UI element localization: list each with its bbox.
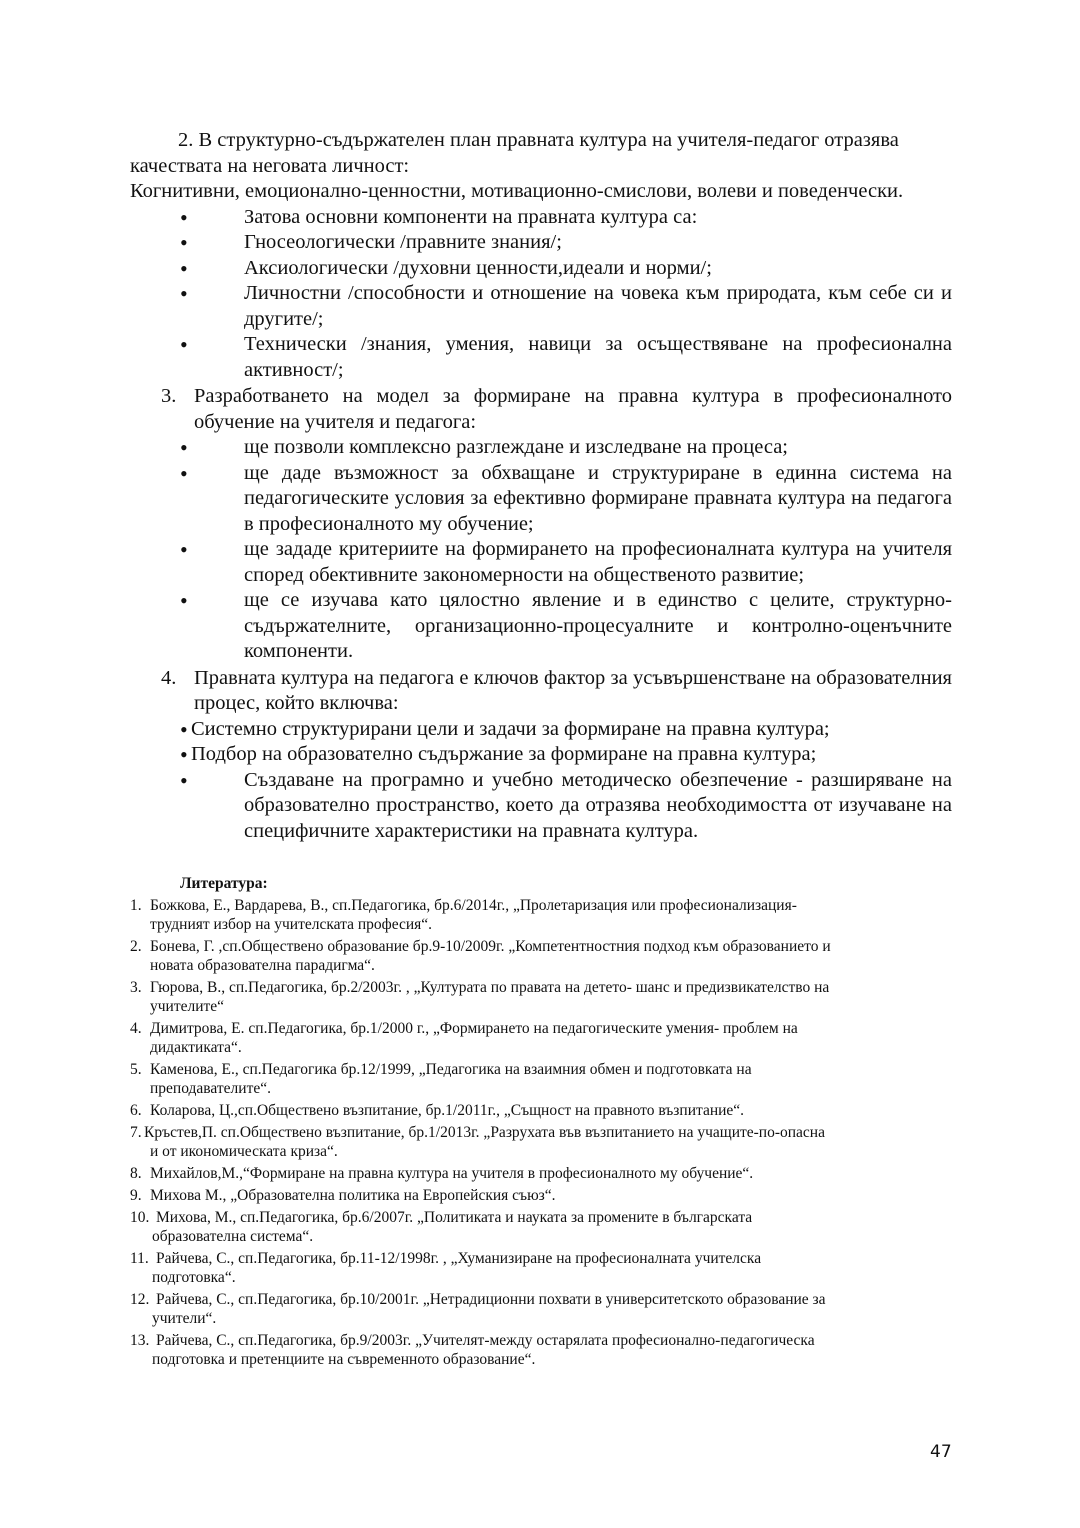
reference-text-line1: Димитрова, Е. сп.Педагогика, бр.1/2000 г., „Формирането на педагогическите умения- проблем на [150, 1020, 798, 1037]
section-3-bullet-list [130, 435, 952, 665]
reference-text-line2: подготовка“. [152, 1269, 236, 1286]
list-item: • Системно структурирани цели и задачи за формиране на правна култура; [130, 717, 952, 743]
reference-number: 10. [130, 1209, 150, 1226]
list-item: • Технически /знания, умения, навици за осъществяване на професионална активност/; [130, 332, 952, 383]
section-4-bullet-list [130, 768, 952, 845]
section-3-text: Разработването на модел за формиране на правна култура в професионалното обучение на учителя и педагога: [194, 385, 952, 433]
section-2-components-line: Когнитивни, емоционално-ценностни, мотивационно-смислови, волеви и поведенчески. [130, 180, 904, 202]
section-2-intro-line1: 2. В структурно-съдържателен план правната култура на учителя-педагог отразява [178, 129, 899, 151]
reference-item [130, 1331, 955, 1369]
reference-text-line1: Бонева, Г. ,сп.Обществено образование бр.9-10/2009г. „Компетентностния подход към образованието и [150, 938, 831, 955]
list-item: • Създаване на програмно и учебно методическо обезпечение - разширяване на образователно пространство, което да отразява необходимостта от изучаване на специфичните характеристики на правната култура. [130, 768, 952, 845]
reference-text-line1: Михайлов,М.,“Формиране на правна култура на учителя в професионалното му обучение“. [150, 1165, 754, 1182]
list-item: • ще зададе критериите на формирането на професионалната култура на учителя според обективните закономерности на общественото развитие; [130, 537, 952, 588]
reference-number: 2. [130, 938, 142, 955]
list-item: • Личностни /способности и отношение на човека към природата, към себе си и другите/; [130, 281, 952, 332]
list-item: • Аксиологически /духовни ценности,идеали и норми/; [130, 256, 952, 282]
reference-number: 7. [130, 1124, 142, 1141]
reference-text-line2: и от икономическата криза“. [150, 1143, 338, 1160]
list-item: • ще се изучава като цялостно явление и в единство с целите, структурно-съдържателните, организационно-процесуалните и контролно-оценъчните компоненти. [130, 588, 952, 665]
reference-item [130, 1019, 955, 1057]
section-4-text: Правната култура на педагога е ключов фактор за усъвършенстване на образователния процес, който включва: [194, 666, 952, 714]
reference-text-line2: дидактиката“. [150, 1039, 242, 1056]
list-item: • Подбор на образователно съдържание за формиране на правна култура; [130, 742, 952, 768]
main-text [130, 128, 952, 844]
section-4-number: 4. [161, 666, 177, 689]
reference-number: 1. [130, 897, 142, 914]
literature-title: Литература: [180, 875, 268, 892]
section-2-bullet-list [130, 205, 952, 384]
reference-item [130, 978, 955, 1016]
section-3-heading [130, 384, 952, 435]
reference-number: 13. [130, 1332, 150, 1349]
list-item: • Гносеологически /правните знания/; [130, 230, 952, 256]
reference-text-line1: Михова, М., сп.Педагогика, бр.6/2007г. „Политиката и науката за промените в българската [156, 1209, 753, 1226]
list-item: • ще даде възможност за обхващане и структуриране в единна система на педагогическите условия за ефективно формиране правната култура на педагога в професионалното му обучение; [130, 461, 952, 538]
reference-text-line2: образователна система“. [152, 1228, 314, 1245]
reference-number: 12. [130, 1291, 150, 1308]
section-4-tight-bullet-list [130, 717, 952, 768]
reference-number: 3. [130, 979, 142, 996]
reference-text-line2: преподавателите“. [150, 1080, 271, 1097]
section-4-heading [130, 666, 952, 717]
reference-text-line2: подготовка и претенциите на съвременното образование“. [152, 1351, 536, 1368]
reference-text-line1: Райчева, С., сп.Педагогика, бр.11-12/1998г. , „Хуманизиране на професионалната учителска [156, 1250, 762, 1267]
reference-number: 11. [130, 1250, 149, 1267]
reference-item [130, 1164, 955, 1183]
reference-text-line1: Коларова, Ц.,сп.Обществено възпитание, бр.1/2011г., „Същност на правното възпитание“. [150, 1102, 745, 1119]
reference-item [130, 896, 955, 934]
reference-item [130, 1101, 955, 1120]
reference-text-line2: учителите“ [150, 998, 225, 1015]
reference-text-line2: учители“. [152, 1310, 217, 1327]
reference-text-line1: Михова М., „Образователна политика на Европейския съюз“. [150, 1187, 556, 1204]
reference-item [130, 1123, 955, 1161]
reference-number: 6. [130, 1102, 142, 1119]
section-2-intro-line2: качествата на неговата личност: [130, 154, 410, 177]
list-item: • ще позволи комплексно разглеждане и изследване на процеса; [130, 435, 952, 461]
reference-item [130, 1186, 955, 1205]
reference-text-line2: новата образователна парадигма“. [150, 957, 375, 974]
reference-number: 8. [130, 1165, 142, 1182]
reference-item [130, 1290, 955, 1328]
section-3-number: 3. [161, 385, 177, 407]
reference-item [130, 1249, 955, 1287]
reference-item [130, 1060, 955, 1098]
reference-item [130, 1208, 955, 1246]
reference-number: 5. [130, 1061, 142, 1078]
reference-text-line1: Каменова, Е., сп.Педагогика бр.12/1999, „Педагогика на взаимния обмен и подготовката на [150, 1061, 752, 1078]
reference-text-line1: Кръстев,П. сп.Обществено възпитание, бр.1/2013г. „Разрухата във възпитанието на учащите-по-опасна [144, 1124, 825, 1141]
reference-number: 4. [130, 1020, 142, 1037]
list-item: • Затова основни компоненти на правната култура са: [130, 205, 952, 231]
reference-number: 9. [130, 1187, 142, 1204]
reference-item [130, 937, 955, 975]
references-list [130, 896, 955, 1372]
reference-text-line1: Божкова, Е., Вардарева, В., сп.Педагогика, бр.6/2014г., „Пролетаризация или професионализация- [150, 897, 797, 914]
reference-text-line1: Райчева, С., сп.Педагогика, бр.10/2001г. „Нетрадиционни похвати в университетското образование за [156, 1291, 826, 1308]
reference-text-line1: Гюрова, В., сп.Педагогика, бр.2/2003г. , „Културата по правата на детето- шанс и предизвикателство на [150, 979, 830, 996]
reference-text-line1: Райчева, С., сп.Педагогика, бр.9/2003г. „Учителят-между остарялата професионално-педагогическа [156, 1332, 815, 1349]
page-number: 47 [930, 1442, 952, 1462]
reference-text-line2: трудният избор на учителската професия“. [150, 916, 433, 933]
